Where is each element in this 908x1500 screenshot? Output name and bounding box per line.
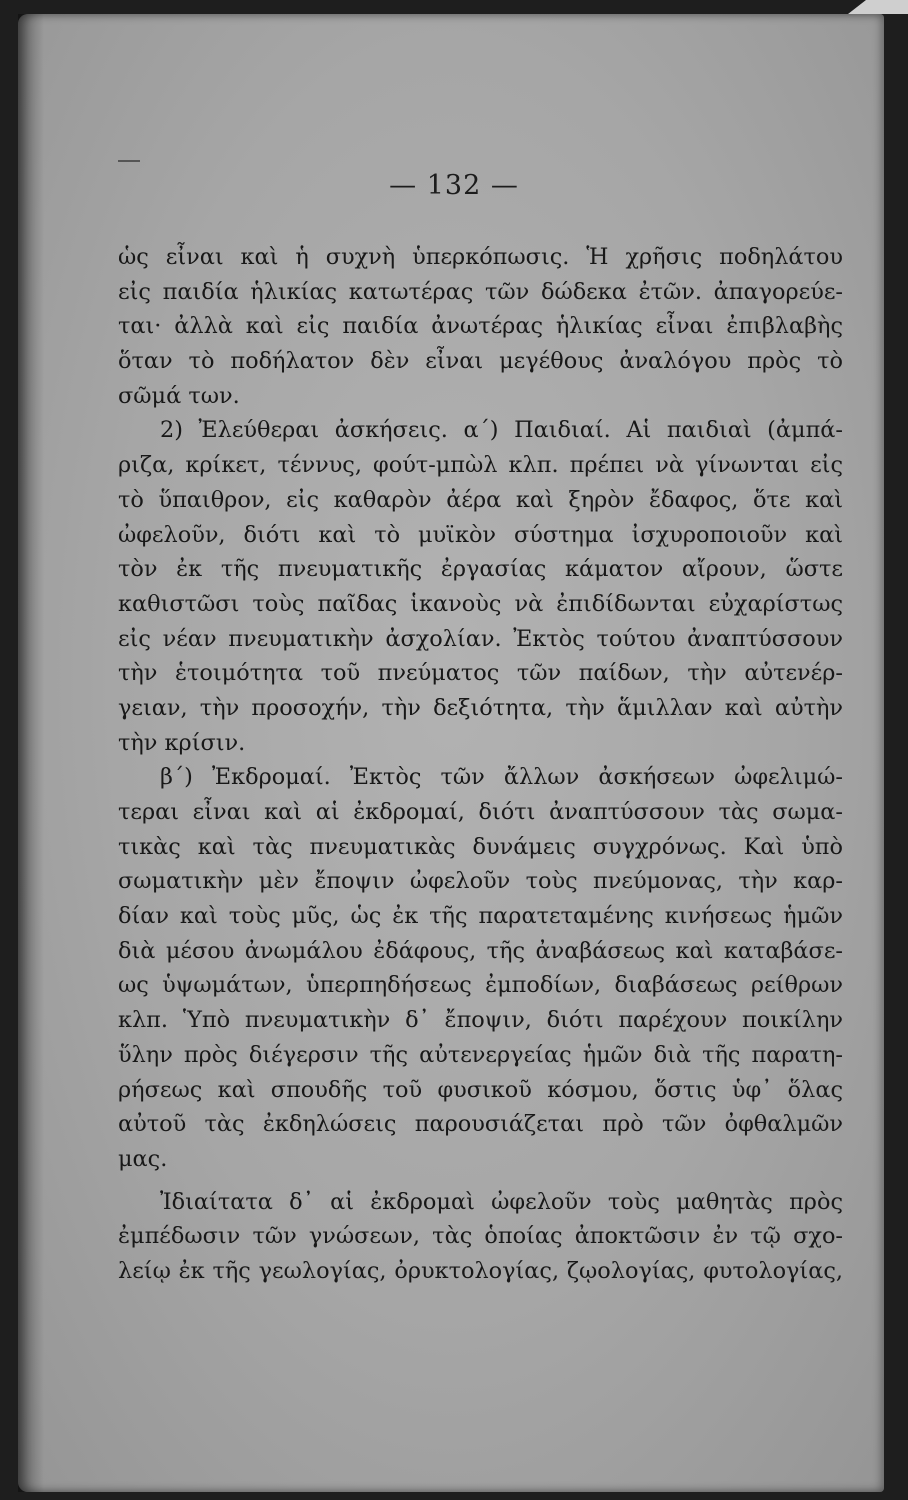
text-line: λείῳ ἐκ τῆς γεωλογίας, ὀρυκτολογίας, ζῳολογίας, φυτολογίας, <box>118 1257 843 1284</box>
text-line: 2) Ἐλεύθεραι ἀσκήσεις. α΄) Παιδιαί. Αἱ παιδιαὶ (ἀμπά- <box>160 417 843 444</box>
text-line: γειαν, τὴν προσοχήν, τὴν δεξιότητα, τὴν ἅμιλλαν καὶ αὐτὴν <box>118 694 843 721</box>
text-line: τὸν ἐκ τῆς πνευματικῆς ἐργασίας κάματον αἴρουν, ὥστε <box>118 556 843 583</box>
text-line: τὴν κρίσιν. <box>118 729 246 756</box>
text-line: ριζα, κρίκετ, τέννυς, φούτ-μπὼλ κλπ. πρέπει νὰ γίνωνται εἰς <box>118 452 843 479</box>
text-line: καθιστῶσι τοὺς παῖδας ἱκανοὺς νὰ ἐπιδίδωνται εὐχαρίστως <box>118 590 843 617</box>
text-line: ἐμπέδωσιν τῶν γνώσεων, τὰς ὁποίας ἀποκτῶσιν ἐν τῷ σχο- <box>118 1223 843 1250</box>
text-line: β΄) Ἐκδρομαί. Ἐκτὸς τῶν ἄλλων ἀσκήσεων ὠφελιμώ- <box>160 764 843 791</box>
page-corner <box>848 0 908 14</box>
text-line: εἰς παιδία ἡλικίας κατωτέρας τῶν δώδεκα ἐτῶν. ἀπαγορεύε- <box>118 278 843 305</box>
paragraph-gap <box>118 1177 843 1185</box>
text-line: μας. <box>118 1145 168 1172</box>
text-line: τικὰς καὶ τὰς πνευματικὰς δυνάμεις συγχρόνως. Καὶ ὑπὸ <box>118 833 843 860</box>
text-line: ὅταν τὸ ποδήλατον δὲν εἶναι μεγέθους ἀναλόγου πρὸς τὸ <box>118 348 843 375</box>
page-number: — 132 — <box>389 170 519 201</box>
text-line: αὐτοῦ τὰς ἐκδηλώσεις παρουσιάζεται πρὸ τῶν ὀφθαλμῶν <box>118 1111 843 1138</box>
text-line: διὰ μέσου ἀνωμάλου ἐδάφους, τῆς ἀναβάσεως καὶ καταβάσε- <box>118 937 843 964</box>
text-line: τὸ ὕπαιθρον, εἰς καθαρὸν ἀέρα καὶ ξηρὸν ἔδαφος, ὅτε καὶ <box>118 486 843 513</box>
text-line: ρήσεως καὶ σπουδῆς τοῦ φυσικοῦ κόσμου, ὅστις ὑφ᾽ ὅλας <box>118 1076 843 1103</box>
text-line: δίαν καὶ τοὺς μῦς, ὡς ἐκ τῆς παρατεταμένης κινήσεως ἡμῶν <box>118 903 843 930</box>
spine-shadow <box>18 14 44 1492</box>
margin-mark <box>118 160 140 162</box>
text-line: Ἰδιαίτατα δ᾽ αἱ ἐκδρομαὶ ὠφελοῦν τοὺς μαθητὰς πρὸς <box>160 1188 843 1215</box>
text-line: εἰς νέαν πνευματικὴν ἀσχολίαν. Ἐκτὸς τούτου ἀναπτύσσουν <box>118 625 843 652</box>
body-text <box>118 240 843 1289</box>
text-line: ὡς εἶναι καὶ ἡ συχνὴ ὑπερκόπωσις. Ἡ χρῆσις ποδηλάτου <box>118 244 843 270</box>
text-line: ται· ἀλλὰ καὶ εἰς παιδία ἀνωτέρας ἡλικίας εἶναι ἐπιβλαβὴς <box>118 313 843 340</box>
text-line: σωματικὴν μὲν ἔποψιν ὠφελοῦν τοὺς πνεύμονας, τὴν καρ- <box>118 868 843 895</box>
text-line: ως ὑψωμάτων, ὑπερπηδήσεως ἐμποδίων, διαβάσεως ρείθρων <box>118 972 843 999</box>
text-line: κλπ. Ὑπὸ πνευματικὴν δ᾽ ἔποψιν, διότι παρέχουν ποικίλην <box>118 1007 843 1034</box>
text-line: ὕλην πρὸς διέγερσιν τῆς αὐτενεργείας ἡμῶν διὰ τῆς παρατη- <box>118 1041 843 1068</box>
text-line: σῶμά των. <box>118 382 240 409</box>
text-line: τεραι εἶναι καὶ αἱ ἐκδρομαί, διότι ἀναπτύσσουν τὰς σωμα- <box>118 799 843 825</box>
text-line: τὴν ἑτοιμότητα τοῦ πνεύματος τῶν παίδων, τὴν αὐτενέρ- <box>118 660 843 687</box>
text-line: ὠφελοῦν, διότι καὶ τὸ μυϊκὸν σύστημα ἰσχυροποιοῦν καὶ <box>118 521 843 548</box>
